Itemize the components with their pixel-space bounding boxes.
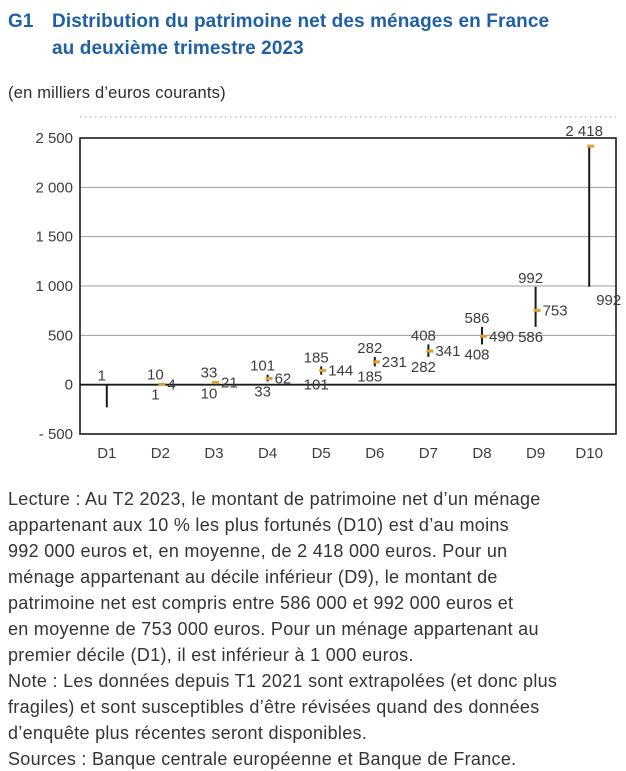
- x-tick-label-D6: D6: [365, 445, 385, 462]
- lecture-line: appartenant aux 10 % les plus fortunés (D10) est d’au moins: [8, 515, 509, 535]
- note-line: fragiles) et sont susceptibles d’être révisées quand des données: [8, 697, 540, 717]
- chart-svg: [0, 112, 626, 474]
- mean-label-D8: 490: [489, 328, 515, 346]
- mean-marker-D7: [426, 350, 433, 353]
- mean-marker-D9: [534, 309, 541, 312]
- lecture-line: Lecture : Au T2 2023, le montant de patrimoine net d’un ménage: [8, 489, 541, 509]
- lecture-line: premier décile (D1), il est inférieur à 1 000 euros.: [8, 645, 414, 665]
- mean-marker-D5: [319, 369, 326, 372]
- figure-tag: G1: [8, 11, 34, 32]
- mean-label-D5: 144: [328, 362, 354, 380]
- lecture-line: ménage appartenant au décile inférieur (D9), le montant de: [8, 567, 498, 587]
- max-label-D6: 282: [357, 339, 383, 357]
- max-label-D8: 586: [464, 309, 490, 327]
- figure-title-line2: au deuxième trimestre 2023: [52, 38, 304, 59]
- figure-unit-label: (en milliers d’euros courants): [8, 84, 226, 102]
- max-label-D7: 408: [410, 327, 436, 345]
- x-tick-label-D5: D5: [311, 445, 331, 462]
- y-tick-label: - 500: [38, 426, 73, 443]
- y-tick-label: 1 500: [35, 228, 73, 246]
- y-tick-label: 1 000: [35, 278, 73, 295]
- y-tick-label: 500: [47, 327, 73, 345]
- x-tick-label-D4: D4: [258, 445, 278, 462]
- mean-label-D3: 21: [221, 374, 238, 392]
- min-label-D7: 282: [410, 358, 436, 376]
- mean-marker-D4: [266, 377, 273, 380]
- x-tick-label-D2: D2: [150, 445, 170, 462]
- figure-title-line1: Distribution du patrimoine net des ménages en France: [52, 11, 550, 32]
- min-label-D9: 586: [518, 328, 544, 346]
- min-label-D4: 33: [254, 383, 271, 401]
- lecture-line: 992 000 euros et, en moyenne, de 2 418 000 euros. Pour un: [8, 541, 508, 561]
- y-tick-label: 2 000: [35, 179, 73, 197]
- max-label-D5: 185: [303, 349, 329, 367]
- min-label-D10: 992: [596, 291, 622, 309]
- figure-notes: [8, 486, 624, 771]
- mean-label-D2: 4: [167, 376, 176, 394]
- max-label-D3: 33: [200, 364, 218, 382]
- min-label-D6: 185: [357, 368, 383, 386]
- min-label-D8: 408: [464, 346, 490, 364]
- max-label-D9: 992: [518, 269, 544, 287]
- x-tick-label-D8: D8: [472, 445, 492, 462]
- note-line: Note : Les données depuis T1 2021 sont extrapolées (et donc plus: [8, 671, 558, 691]
- mean-marker-D6: [373, 360, 380, 363]
- x-tick-label-D9: D9: [526, 445, 546, 462]
- x-tick-label-D3: D3: [204, 445, 224, 462]
- wealth-distribution-chart: [0, 112, 626, 474]
- mean-marker-D10: [587, 145, 594, 148]
- lecture-line: patrimoine net est compris entre 586 000 et 992 000 euros et: [8, 593, 514, 613]
- min-label-D5: 101: [303, 376, 329, 394]
- max-label-D1: 1: [97, 367, 106, 385]
- mean-label-D4: 62: [274, 370, 292, 388]
- sources-line: Sources : Banque centrale européenne et Banque de France.: [8, 749, 517, 769]
- y-tick-label: 0: [64, 376, 73, 394]
- max-label-D10: 2 418: [565, 123, 603, 141]
- x-tick-label-D10: D10: [575, 445, 603, 462]
- y-tick-label: 2 500: [35, 130, 73, 147]
- mean-label-D9: 753: [542, 302, 568, 320]
- mean-marker-D8: [480, 335, 487, 338]
- figure-title: [52, 8, 592, 62]
- x-tick-label-D1: D1: [97, 445, 117, 462]
- x-tick-label-D7: D7: [418, 445, 438, 462]
- figure-title-block: [8, 8, 592, 62]
- note-line: d’enquête plus récentes seront disponibles.: [8, 723, 368, 743]
- max-label-D4: 101: [250, 357, 276, 375]
- mean-marker-D3: [212, 381, 219, 384]
- mean-label-D6: 231: [381, 353, 407, 371]
- min-label-D3: 10: [200, 385, 218, 403]
- max-label-D2: 10: [147, 366, 164, 384]
- min-label-D2: 1: [151, 386, 160, 404]
- mean-label-D7: 341: [435, 343, 461, 361]
- lecture-line: en moyenne de 753 000 euros. Pour un ménage appartenant au: [8, 619, 539, 639]
